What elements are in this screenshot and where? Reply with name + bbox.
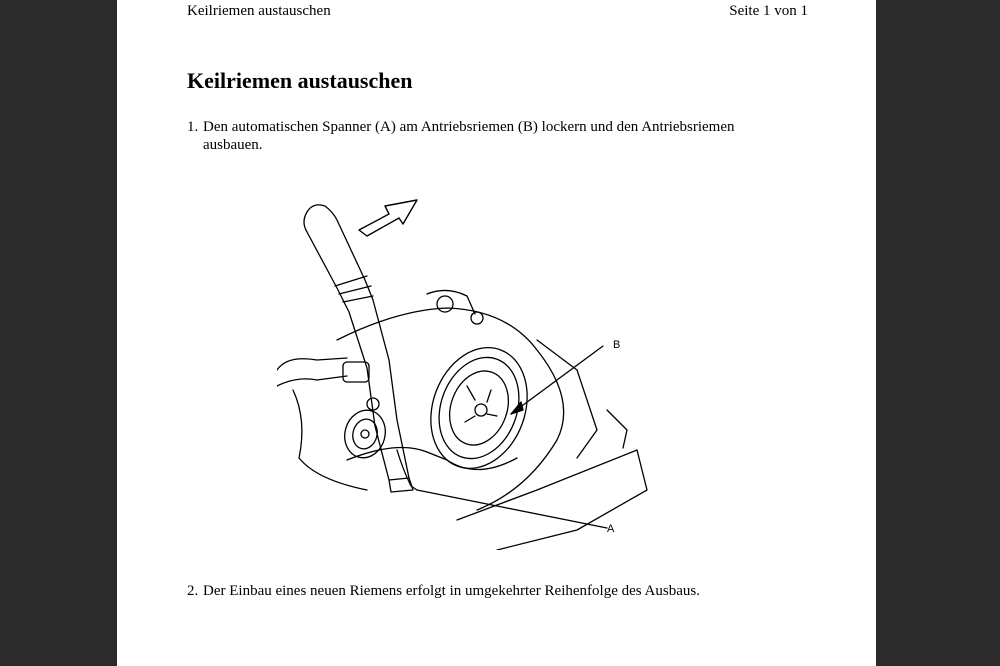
step-1-line-1: Den automatischen Spanner (A) am Antriebsriemen (B) lockern und den Antriebsriemen (203, 119, 735, 135)
step-1 (187, 118, 787, 154)
crank-pulley-icon (415, 334, 544, 482)
header-page-number: Seite 1 von 1 (729, 3, 808, 19)
motion-arrow-icon (359, 200, 417, 236)
step-1-number: 1. (187, 119, 199, 135)
step-2-line-1: Der Einbau eines neuen Riemens erfolgt in umgekehrter Reihenfolge des Ausbaus. (203, 583, 700, 599)
belt-tensioner-illustration (277, 190, 657, 550)
step-1-line-2: ausbauen. (203, 137, 263, 153)
drive-belt-icon (347, 448, 517, 470)
tensioner-pulley-icon (339, 398, 417, 490)
callout-label-a: A (607, 523, 615, 535)
page-title: Keilriemen austauschen (187, 68, 413, 93)
header-title: Keilriemen austauschen (187, 3, 331, 19)
engine-assembly-icon (277, 290, 647, 550)
step-2-number: 2. (187, 583, 199, 599)
breaker-bar-icon (304, 205, 413, 492)
step-2 (187, 582, 787, 600)
callout-label-b: B (613, 339, 621, 351)
document-page (117, 0, 876, 666)
